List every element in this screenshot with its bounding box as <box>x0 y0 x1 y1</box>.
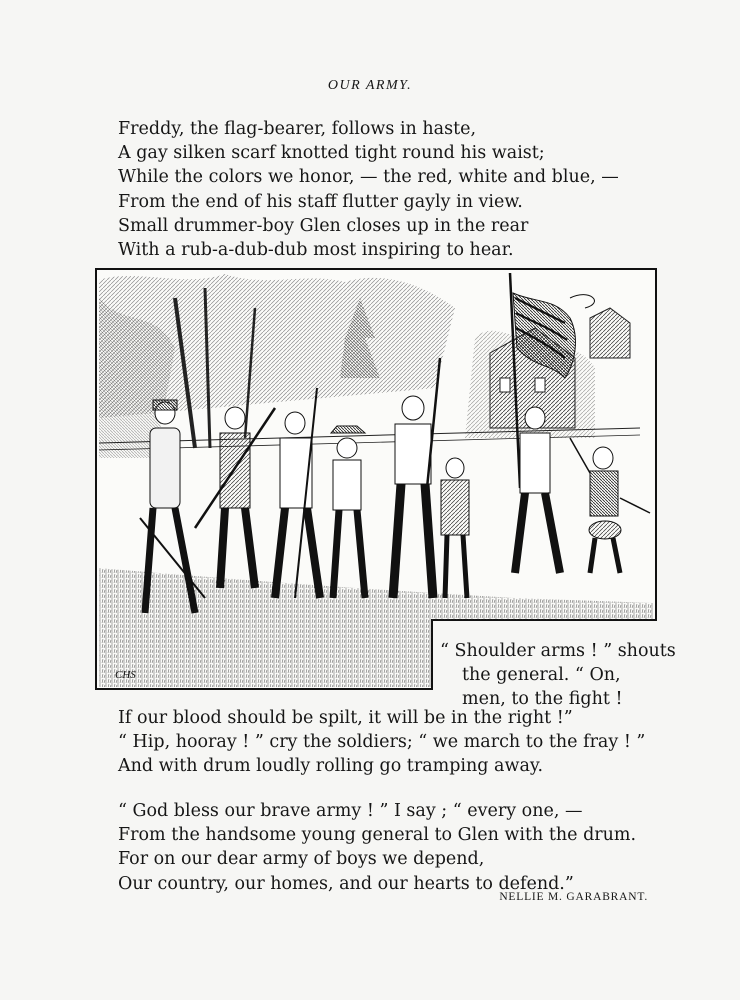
poem-line: men, to the fight ! <box>462 689 623 710</box>
author-name: NELLIE M. GARABRANT. <box>499 891 648 903</box>
poem-line: From the handsome young general to Glen with the drum. <box>118 825 637 846</box>
poem-line: “ Shoulder arms ! ” shouts <box>440 641 676 661</box>
poem-line: A gay silken scarf knotted tight round his waist; <box>118 143 545 164</box>
poem-line: For on our dear army of boys we depend, <box>118 849 485 870</box>
poem-line: Small drummer-boy Glen closes up in the rear <box>118 215 529 236</box>
engraving-boys-marching <box>95 268 657 690</box>
stanza-3 <box>118 799 636 896</box>
poem-line: And with drum loudly rolling go tramping away. <box>118 756 544 777</box>
inset-stanza <box>440 639 676 712</box>
artist-signature: CHS <box>115 669 136 681</box>
poem-line: With a rub-a-dub-dub most inspiring to hear. <box>118 240 514 261</box>
poem-line: “ Hip, hooray ! ” cry the soldiers; “ we march to the fray ! ” <box>118 732 646 753</box>
poem-line: From the end of his staff flutter gayly in view. <box>118 191 523 212</box>
poem-line: Freddy, the flag-bearer, follows in haste, <box>118 119 477 139</box>
poem-line: If our blood should be spilt, it will be in the right !” <box>118 708 573 728</box>
stanza-1 <box>118 117 619 262</box>
page-title: OUR ARMY. <box>327 78 413 93</box>
illustration <box>95 268 657 690</box>
stanza-2 <box>118 706 645 779</box>
poem-line: Our country, our homes, and our hearts to defend.” <box>118 873 574 894</box>
poem-line: While the colors we honor, — the red, white and blue, — <box>118 167 619 188</box>
poem-line: “ God bless our brave army ! ” I say ; “ every one, — <box>118 801 583 821</box>
poem-line: the general. “ On, <box>462 665 621 686</box>
